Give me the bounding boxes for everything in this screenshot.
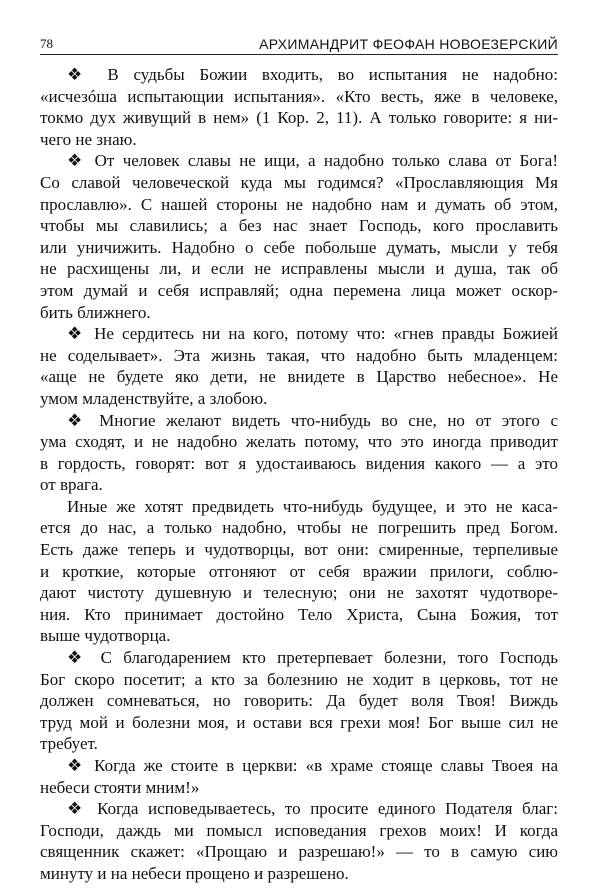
text-line: Есть даже теперь и чудотворцы, вот они: смиренные, терпеливые (40, 540, 558, 560)
text-line: чего не знаю. (40, 129, 137, 149)
text-line: чтобы мы славились; а без нас знает Господь, кого прославить (40, 216, 558, 236)
running-header (40, 30, 558, 55)
text-line: священник скажет: «Прощаю и разрешаю!» — то в самую сию (40, 842, 558, 862)
text-line: Иные же хотят предвидеть что-нибудь будущее, и это не каса- (67, 496, 558, 516)
text-line: Со славой человеческой куда мы годимся? «Прославляющия Мя (40, 172, 558, 192)
text-line: ❖ С благодарением кто претерпевает болезни, того Господь (67, 648, 558, 668)
text-line: ума сходят, и не надобно желать потому, что это иногда приводит (40, 432, 558, 452)
text-line: в гордость, говорят: вот я удостаиваюсь видения какого — а это (40, 453, 558, 473)
paragraph (40, 647, 558, 755)
text-line: или уничижить. Надобно о себе побольше думать, мысли у тебя (40, 237, 558, 257)
text-line: дают чистоту душевную и телесную; они не захотят чудотворе- (40, 583, 558, 603)
paragraph (40, 410, 558, 496)
paragraph (40, 755, 558, 798)
paragraph (40, 323, 558, 409)
text-line: ❖ От человек славы не ищи, а надобно только слава от Бога! (67, 151, 558, 171)
text-line: ❖ Когда исповедываетесь, то просите единого Подателя благ: (67, 799, 558, 819)
text-line: не соделывает». Эта жизнь такая, что надобно быть младенцем: (40, 345, 558, 365)
text-line: выше чудотворца. (40, 626, 171, 646)
text-line: умом младенствуйте, а злобою. (40, 388, 268, 408)
text-line: ❖ В судьбы Божии входить, во испытания не надобно: (67, 65, 558, 84)
text-line: ❖ Когда же стоите в церкви: «в храме стояще славы Твоея на (67, 756, 558, 775)
text-line: токмо дух живущий в нем» (1 Кор. 2, 11). А только говорите: я ни- (40, 108, 558, 128)
text-line: «исчезóша испытающии испытания». «Кто весть, яже в человеке, (40, 86, 558, 106)
text-line: Бог скоро посетит; а кто за болезнию не ходит в церковь, тот не (40, 669, 558, 689)
text-line: от врага. (40, 475, 103, 495)
text-line: ния. Кто принимает достойно Тело Христа, Сына Божия, тот (40, 604, 558, 624)
text-line: должен сомневаться, но говорить: Да будет воля Твоя! Виждь (40, 691, 558, 711)
text-line: ❖ Многие желают видеть что-нибудь во сне, но от этого с (67, 410, 558, 430)
text-line: Господи, даждь ми помысл исповедания грехов моих! И когда (40, 820, 558, 840)
text-line: бить ближнего. (40, 302, 151, 322)
text-line: «аще не будете яко дети, не внидете в Царство небесное». Не (40, 367, 558, 387)
text-line: и кроткие, которые отгоняют от себя вражии прилоги, соблю- (40, 561, 558, 581)
page-body (40, 64, 558, 885)
paragraph (40, 64, 558, 150)
text-line: минуту и на небеси прощено и разрешено. (40, 863, 349, 883)
text-line: ❖ Не сердитесь ни на кого, потому что: «гнев правды Божией (67, 324, 558, 344)
text-line: не расхищены ли, и если не исправлены мысли и душа, так об (40, 259, 558, 279)
page-number: 78 (40, 36, 53, 51)
text-line: ется до нас, а только надобно, чтобы не погрешить пред Богом. (40, 518, 558, 538)
text-line: этом думай и себя исправляй; одна перемена лица может оскор- (40, 280, 558, 300)
text-line: требует. (40, 734, 98, 754)
paragraph (40, 798, 558, 884)
paragraph (40, 496, 558, 647)
text-line: труд мой и болезни моя, и остави вся грехи моя! Бог выше сил не (40, 712, 558, 732)
text-line: небеси стояти мним!» (40, 777, 200, 797)
paragraph (40, 150, 558, 323)
running-title: АРХИМАНДРИТ ФЕОФАН НОВОЕЗЕРСКИЙ (259, 36, 558, 52)
text-line: прославлю». С нашей стороны не надобно нам и думать об этом, (40, 194, 558, 214)
